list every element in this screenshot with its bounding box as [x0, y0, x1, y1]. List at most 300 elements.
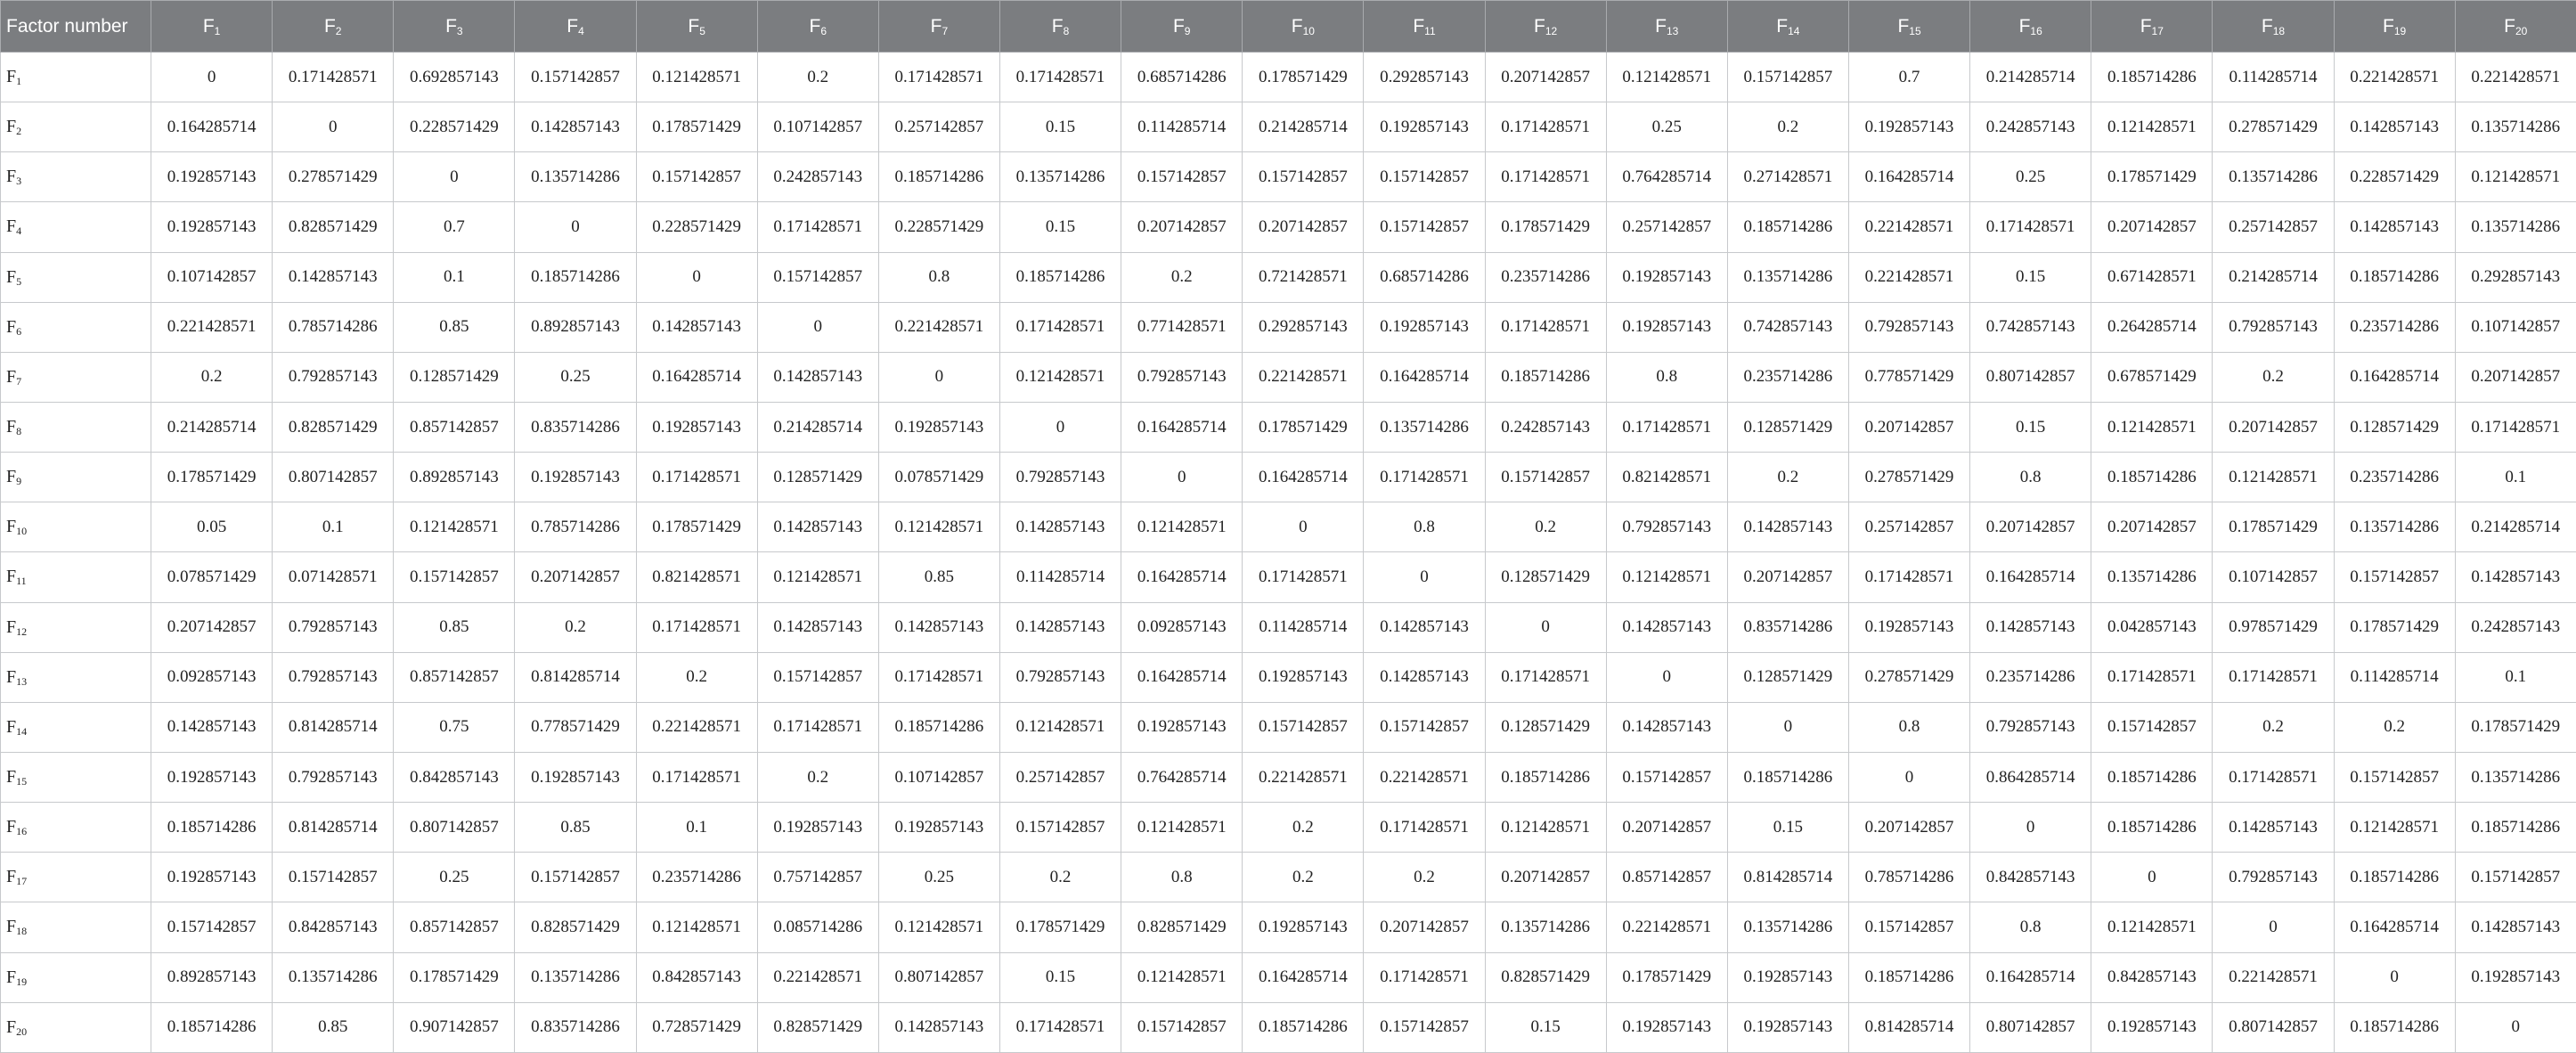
table-cell: 0.164285714 — [1970, 952, 2091, 1002]
table-cell: 0.828571429 — [757, 1002, 878, 1052]
table-cell: 0.178571429 — [636, 102, 757, 152]
table-cell: 0.171428571 — [1485, 102, 1606, 152]
table-cell: 0.171428571 — [1970, 202, 2091, 252]
table-cell: 0.157142857 — [1364, 152, 1485, 202]
table-cell: 0.792857143 — [2213, 302, 2334, 352]
table-cell: 0.121428571 — [757, 552, 878, 602]
table-cell: 0.228571429 — [394, 102, 515, 152]
table-cell: 0.135714286 — [2091, 552, 2213, 602]
factor-prefix: F — [6, 117, 17, 137]
table-cell: 0.807142857 — [878, 952, 999, 1002]
row-header — [1, 453, 151, 502]
factor-prefix: F — [1413, 15, 1425, 37]
row-header — [1, 552, 151, 602]
table-cell: 0 — [999, 402, 1121, 452]
table-cell: 0.107142857 — [878, 752, 999, 802]
table-cell: 0.157142857 — [515, 53, 636, 102]
table-cell: 0 — [1970, 803, 2091, 853]
table-cell: 0.2 — [1727, 102, 1848, 152]
table-cell: 0.814285714 — [273, 803, 394, 853]
table-cell: 0.1 — [2455, 453, 2576, 502]
table-cell: 0.171428571 — [999, 1002, 1121, 1052]
table-cell: 0.121428571 — [2091, 402, 2213, 452]
table-cell: 0.164285714 — [1364, 352, 1485, 402]
table-cell: 0.75 — [394, 702, 515, 752]
row-header — [1, 53, 151, 102]
column-header — [2091, 1, 2213, 53]
table-row — [1, 803, 2576, 853]
factor-prefix: F — [930, 15, 942, 37]
table-cell: 0.792857143 — [2213, 853, 2334, 902]
factor-prefix: F — [1291, 15, 1303, 37]
table-cell: 0.185714286 — [151, 803, 273, 853]
table-cell: 0.142857143 — [757, 602, 878, 652]
table-cell: 0.207142857 — [1848, 402, 1969, 452]
table-cell: 0.907142857 — [394, 1002, 515, 1052]
table-cell: 0.121428571 — [1485, 803, 1606, 853]
table-cell: 0.257142857 — [2213, 202, 2334, 252]
table-cell: 0.142857143 — [2455, 902, 2576, 952]
table-cell: 0.135714286 — [2455, 752, 2576, 802]
table-cell: 0.785714286 — [273, 302, 394, 352]
table-cell: 0.171428571 — [757, 202, 878, 252]
table-row — [1, 853, 2576, 902]
factor-prefix: F — [6, 266, 17, 287]
factor-index: 20 — [2515, 24, 2528, 37]
table-cell: 0.2 — [2334, 702, 2455, 752]
factor-index: 3 — [16, 175, 22, 188]
factor-index: 15 — [1909, 24, 1921, 37]
table-cell: 0.257142857 — [1848, 502, 1969, 552]
table-cell: 0.185714286 — [151, 1002, 273, 1052]
table-cell: 0.221428571 — [2334, 53, 2455, 102]
factor-prefix: F — [6, 716, 17, 737]
row-header — [1, 252, 151, 302]
table-cell: 0.235714286 — [2334, 453, 2455, 502]
table-cell: 0.135714286 — [1727, 252, 1848, 302]
table-row — [1, 902, 2576, 952]
table-cell: 0 — [1364, 552, 1485, 602]
table-row — [1, 252, 2576, 302]
table-cell: 0.178571429 — [2213, 502, 2334, 552]
table-cell: 0.192857143 — [1364, 102, 1485, 152]
table-cell: 0.742857143 — [1727, 302, 1848, 352]
row-header — [1, 602, 151, 652]
table-cell: 0.978571429 — [2213, 602, 2334, 652]
table-cell: 0.15 — [999, 102, 1121, 152]
table-cell: 0.107142857 — [2455, 302, 2576, 352]
table-cell: 0.207142857 — [2213, 402, 2334, 452]
table-cell: 0.221428571 — [2455, 53, 2576, 102]
table-cell: 0.892857143 — [151, 952, 273, 1002]
table-cell: 0.164285714 — [2334, 352, 2455, 402]
factor-index: 14 — [1788, 24, 1800, 37]
table-cell: 0.128571429 — [1727, 402, 1848, 452]
factor-index: 9 — [1184, 24, 1191, 37]
table-cell: 0.192857143 — [878, 803, 999, 853]
table-cell: 0.2 — [1485, 502, 1606, 552]
table-row — [1, 602, 2576, 652]
column-header — [757, 1, 878, 53]
table-cell: 0.7 — [1848, 53, 1969, 102]
column-header — [2213, 1, 2334, 53]
table-row — [1, 952, 2576, 1002]
table-cell: 0.121428571 — [636, 53, 757, 102]
table-cell: 0.814285714 — [1848, 1002, 1969, 1052]
table-cell: 0.135714286 — [2334, 502, 2455, 552]
table-cell: 0.078571429 — [151, 552, 273, 602]
table-cell: 0.164285714 — [1970, 552, 2091, 602]
table-row — [1, 1002, 2576, 1052]
table-cell: 0.185714286 — [1848, 952, 1969, 1002]
factor-prefix: F — [2504, 15, 2515, 37]
table-cell: 0 — [1606, 652, 1727, 702]
table-cell: 0.85 — [394, 602, 515, 652]
table-cell: 0.221428571 — [757, 952, 878, 1002]
table-cell: 0.135714286 — [515, 152, 636, 202]
table-cell: 0.792857143 — [999, 652, 1121, 702]
table-cell: 0.185714286 — [1243, 1002, 1364, 1052]
table-cell: 0.142857143 — [878, 1002, 999, 1052]
factor-index: 8 — [16, 425, 22, 438]
table-cell: 0.257142857 — [999, 752, 1121, 802]
table-cell: 0.228571429 — [2334, 152, 2455, 202]
table-cell: 0.185714286 — [2334, 1002, 2455, 1052]
factor-prefix: F — [2261, 15, 2273, 37]
table-cell: 0.185714286 — [1727, 202, 1848, 252]
table-cell: 0.157142857 — [151, 902, 273, 952]
table-cell: 0.107142857 — [2213, 552, 2334, 602]
table-cell: 0.807142857 — [2213, 1002, 2334, 1052]
table-cell: 0.242857143 — [757, 152, 878, 202]
table-cell: 0.142857143 — [1364, 602, 1485, 652]
table-cell: 0.792857143 — [273, 602, 394, 652]
table-cell: 0.235714286 — [2334, 302, 2455, 352]
table-cell: 0.792857143 — [273, 352, 394, 402]
table-cell: 0.207142857 — [1243, 202, 1364, 252]
table-cell: 0.192857143 — [1121, 702, 1243, 752]
column-header — [1243, 1, 1364, 53]
column-header — [394, 1, 515, 53]
table-cell: 0.171428571 — [2091, 652, 2213, 702]
row-header — [1, 102, 151, 152]
table-cell: 0.807142857 — [394, 803, 515, 853]
column-header — [636, 1, 757, 53]
column-header — [1121, 1, 1243, 53]
table-cell: 0.114285714 — [999, 552, 1121, 602]
table-cell: 0.2 — [1243, 853, 1364, 902]
table-cell: 0.892857143 — [394, 453, 515, 502]
table-cell: 0.157142857 — [1727, 53, 1848, 102]
table-cell: 0.157142857 — [1364, 1002, 1485, 1052]
table-cell: 0.221428571 — [1848, 252, 1969, 302]
table-cell: 0.807142857 — [1970, 352, 2091, 402]
table-cell: 0.2 — [151, 352, 273, 402]
table-cell: 0.742857143 — [1970, 302, 2091, 352]
table-cell: 0.121428571 — [2091, 902, 2213, 952]
table-cell: 0.142857143 — [2334, 102, 2455, 152]
table-cell: 0.828571429 — [515, 902, 636, 952]
table-cell: 0 — [1243, 502, 1364, 552]
table-row — [1, 652, 2576, 702]
table-cell: 0.142857143 — [999, 502, 1121, 552]
table-cell: 0.857142857 — [394, 652, 515, 702]
table-cell: 0.814285714 — [515, 652, 636, 702]
table-cell: 0.121428571 — [878, 502, 999, 552]
table-cell: 0.128571429 — [1485, 552, 1606, 602]
table-cell: 0.171428571 — [1364, 952, 1485, 1002]
table-cell: 0.135714286 — [1364, 402, 1485, 452]
row-header — [1, 803, 151, 853]
table-cell: 0 — [273, 102, 394, 152]
table-cell: 0.214285714 — [1970, 53, 2091, 102]
table-cell: 0.128571429 — [757, 453, 878, 502]
factor-prefix: F — [1534, 15, 1545, 37]
table-cell: 0.2 — [999, 853, 1121, 902]
table-cell: 0.185714286 — [2334, 252, 2455, 302]
row-header — [1, 1002, 151, 1052]
factor-prefix: F — [1776, 15, 1789, 37]
table-cell: 0.185714286 — [1485, 752, 1606, 802]
table-cell: 0.207142857 — [2091, 202, 2213, 252]
factor-index: 6 — [16, 324, 22, 338]
factor-index: 2 — [335, 24, 342, 37]
table-cell: 0.207142857 — [1485, 53, 1606, 102]
factor-prefix: F — [323, 15, 336, 37]
table-cell: 0.121428571 — [2091, 102, 2213, 152]
table-cell: 0.157142857 — [999, 803, 1121, 853]
table-cell: 0.142857143 — [878, 602, 999, 652]
table-cell: 0.157142857 — [1364, 702, 1485, 752]
table-cell: 0.142857143 — [2334, 202, 2455, 252]
table-cell: 0.292857143 — [1364, 53, 1485, 102]
table-cell: 0 — [1848, 752, 1969, 802]
table-cell: 0.171428571 — [1485, 152, 1606, 202]
row-header — [1, 352, 151, 402]
factor-index: 13 — [1666, 24, 1679, 37]
table-cell: 0.842857143 — [394, 752, 515, 802]
table-cell: 0.214285714 — [2455, 502, 2576, 552]
table-cell: 0.157142857 — [2334, 552, 2455, 602]
table-cell: 0.235714286 — [1970, 652, 2091, 702]
table-cell: 0.171428571 — [273, 53, 394, 102]
table-cell: 0.128571429 — [1485, 702, 1606, 752]
factor-prefix: F — [809, 15, 821, 37]
table-cell: 0.192857143 — [1848, 602, 1969, 652]
table-cell: 0.142857143 — [757, 352, 878, 402]
factor-prefix: F — [6, 417, 17, 437]
table-cell: 0.164285714 — [1121, 402, 1243, 452]
table-cell: 0.221428571 — [878, 302, 999, 352]
table-cell: 0.242857143 — [1485, 402, 1606, 452]
factor-prefix: F — [6, 867, 17, 887]
table-cell: 0.678571429 — [2091, 352, 2213, 402]
factor-index: 18 — [2272, 24, 2286, 37]
table-cell: 0.835714286 — [515, 1002, 636, 1052]
row-header — [1, 702, 151, 752]
factor-index: 11 — [1424, 24, 1436, 37]
factor-index: 14 — [16, 724, 28, 738]
table-cell: 0.8 — [1970, 902, 2091, 952]
table-cell: 0.264285714 — [2091, 302, 2213, 352]
table-cell: 0 — [2213, 902, 2334, 952]
table-cell: 0.214285714 — [151, 402, 273, 452]
row-header — [1, 952, 151, 1002]
table-cell: 0.278571429 — [1848, 652, 1969, 702]
factor-prefix: F — [2140, 15, 2152, 37]
table-cell: 0.207142857 — [1606, 803, 1727, 853]
table-cell: 0.128571429 — [2334, 402, 2455, 452]
table-row — [1, 502, 2576, 552]
row-header — [1, 402, 151, 452]
factor-index: 10 — [16, 525, 28, 538]
column-header — [2455, 1, 2576, 53]
table-cell: 0.792857143 — [273, 652, 394, 702]
table-cell: 0.785714286 — [515, 502, 636, 552]
factor-index: 1 — [214, 24, 221, 37]
table-cell: 0.792857143 — [1606, 502, 1727, 552]
table-cell: 0.121428571 — [2334, 803, 2455, 853]
table-cell: 0.85 — [273, 1002, 394, 1052]
table-cell: 0 — [515, 202, 636, 252]
table-cell: 0 — [394, 152, 515, 202]
table-cell: 0.185714286 — [2091, 803, 2213, 853]
table-cell: 0.185714286 — [1485, 352, 1606, 402]
factor-prefix: F — [6, 1016, 17, 1037]
table-cell: 0 — [878, 352, 999, 402]
table-cell: 0.192857143 — [1727, 1002, 1848, 1052]
table-cell: 0.8 — [878, 252, 999, 302]
table-cell: 0.771428571 — [1121, 302, 1243, 352]
table-cell: 0.157142857 — [394, 552, 515, 602]
table-cell: 0.221428571 — [1848, 202, 1969, 252]
table-cell: 0.157142857 — [757, 652, 878, 702]
table-cell: 0.792857143 — [999, 453, 1121, 502]
table-cell: 0.128571429 — [1727, 652, 1848, 702]
table-cell: 0.8 — [1970, 453, 2091, 502]
factor-index: 3 — [456, 24, 463, 37]
table-cell: 0.157142857 — [1243, 702, 1364, 752]
factor-index: 4 — [16, 224, 22, 238]
factor-index: 10 — [1302, 24, 1315, 37]
table-cell: 0.171428571 — [1606, 402, 1727, 452]
table-cell: 0.171428571 — [1848, 552, 1969, 602]
table-cell: 0.157142857 — [273, 853, 394, 902]
table-cell: 0.192857143 — [1606, 302, 1727, 352]
factor-prefix: F — [1051, 15, 1064, 37]
factor-index: 19 — [2393, 24, 2407, 37]
table-cell: 0.114285714 — [1121, 102, 1243, 152]
table-cell: 0.214285714 — [757, 402, 878, 452]
table-cell: 0.071428571 — [273, 552, 394, 602]
table-cell: 0.685714286 — [1364, 252, 1485, 302]
table-cell: 0.142857143 — [1606, 602, 1727, 652]
factor-prefix: F — [1655, 15, 1667, 37]
table-cell: 0.107142857 — [151, 252, 273, 302]
table-cell: 0.821428571 — [1606, 453, 1727, 502]
table-cell: 0.171428571 — [2455, 402, 2576, 452]
table-cell: 0.164285714 — [1121, 552, 1243, 602]
table-cell: 0.192857143 — [151, 853, 273, 902]
table-cell: 0.15 — [999, 952, 1121, 1002]
table-cell: 0.178571429 — [1485, 202, 1606, 252]
table-cell: 0.207142857 — [151, 602, 273, 652]
table-cell: 0.192857143 — [1727, 952, 1848, 1002]
table-cell: 0.185714286 — [2334, 853, 2455, 902]
factor-index: 12 — [16, 624, 28, 638]
table-cell: 0.142857143 — [151, 702, 273, 752]
table-cell: 0.171428571 — [757, 702, 878, 752]
factor-prefix: F — [6, 517, 17, 537]
table-cell: 0.2 — [1364, 853, 1485, 902]
table-cell: 0.785714286 — [1848, 853, 1969, 902]
table-cell: 0.764285714 — [1606, 152, 1727, 202]
factor-index: 7 — [16, 374, 22, 388]
table-cell: 0.221428571 — [636, 702, 757, 752]
factor-index: 5 — [699, 24, 705, 37]
factor-prefix: F — [6, 917, 17, 937]
factor-prefix: F — [6, 767, 17, 788]
table-cell: 0.121428571 — [999, 702, 1121, 752]
factor-index: 2 — [16, 125, 22, 138]
table-cell: 0.2 — [515, 602, 636, 652]
table-cell: 0.185714286 — [1727, 752, 1848, 802]
table-cell: 0.185714286 — [515, 252, 636, 302]
table-cell: 0.157142857 — [515, 853, 636, 902]
table-cell: 0 — [151, 53, 273, 102]
table-cell: 0.178571429 — [1606, 952, 1727, 1002]
table-cell: 0.135714286 — [1727, 902, 1848, 952]
table-cell: 0 — [1121, 453, 1243, 502]
table-cell: 0.142857143 — [1364, 652, 1485, 702]
table-cell: 0.135714286 — [2455, 102, 2576, 152]
table-cell: 0.271428571 — [1727, 152, 1848, 202]
table-cell: 0.857142857 — [394, 402, 515, 452]
factor-index: 15 — [16, 775, 28, 788]
factor-prefix: F — [6, 967, 17, 987]
column-header — [1970, 1, 2091, 53]
table-cell: 0.85 — [394, 302, 515, 352]
table-cell: 0.192857143 — [636, 402, 757, 452]
table-cell: 0.778571429 — [515, 702, 636, 752]
table-cell: 0.142857143 — [636, 302, 757, 352]
table-cell: 0.185714286 — [2455, 803, 2576, 853]
table-cell: 0.207142857 — [1121, 202, 1243, 252]
table-cell: 0.2 — [636, 652, 757, 702]
factor-prefix: F — [6, 666, 17, 687]
table-cell: 0.092857143 — [151, 652, 273, 702]
factor-prefix: F — [6, 817, 17, 837]
factor-index: 4 — [578, 24, 584, 37]
table-cell: 0.185714286 — [2091, 752, 2213, 802]
table-cell: 0.164285714 — [636, 352, 757, 402]
factor-prefix: F — [2383, 15, 2394, 37]
table-cell: 0.85 — [878, 552, 999, 602]
table-cell: 0.25 — [878, 853, 999, 902]
column-header — [878, 1, 999, 53]
table-cell: 0.228571429 — [636, 202, 757, 252]
table-row — [1, 702, 2576, 752]
table-cell: 0.135714286 — [515, 952, 636, 1002]
table-cell: 0.157142857 — [1485, 453, 1606, 502]
table-cell: 0.121428571 — [878, 902, 999, 952]
row-header — [1, 502, 151, 552]
table-cell: 0.221428571 — [1243, 352, 1364, 402]
table-cell: 0.842857143 — [273, 902, 394, 952]
table-cell: 0.135714286 — [1485, 902, 1606, 952]
row-header — [1, 652, 151, 702]
table-row — [1, 53, 2576, 102]
